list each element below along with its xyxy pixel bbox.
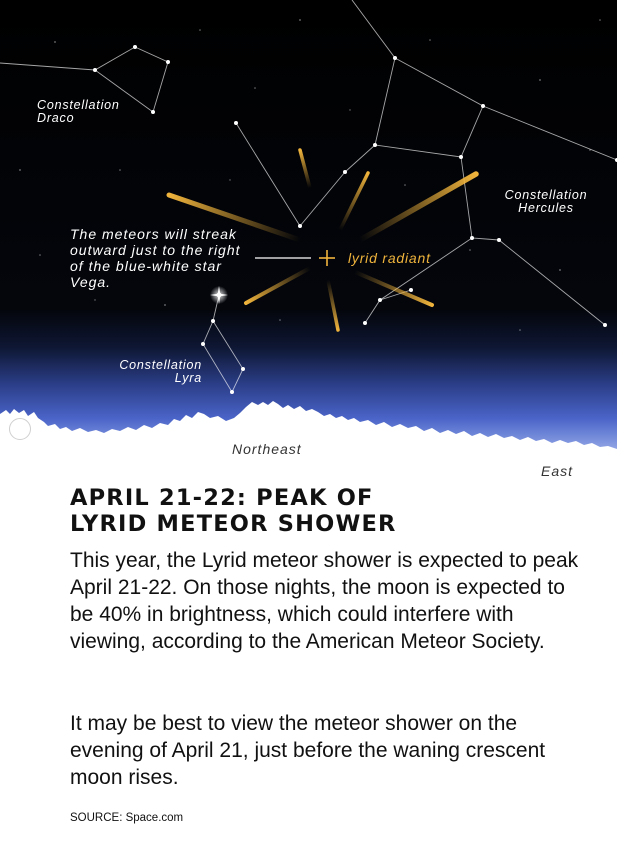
body-paragraph-2: It may be best to view the meteor shower on the evening of April 21, just before the waning crescent moon rises.	[70, 712, 546, 789]
hercules-label-line2: Hercules	[518, 201, 574, 215]
headline	[70, 485, 397, 537]
draco-label-line1: Constellation	[37, 98, 120, 112]
draco-label-line2: Draco	[37, 111, 75, 125]
radiant-label: lyrid radiant	[348, 250, 431, 266]
hercules-label-line1: Constellation	[504, 188, 588, 202]
label-constellation-draco	[37, 99, 120, 125]
label-constellation-lyra	[113, 359, 202, 385]
carousel-control[interactable]	[9, 418, 31, 440]
lyra-label-line1: Constellation	[119, 358, 202, 372]
lyra-label-line2: Lyra	[174, 371, 202, 385]
headline-line2: LYRID METEOR SHOWER	[70, 511, 397, 537]
vega-callout-text: The meteors will streak outward just to the right of the blue-white star Vega.	[70, 226, 241, 290]
direction-northeast: Northeast	[232, 441, 302, 457]
body-paragraph-1: This year, the Lyrid meteor shower is expected to peak April 21-22. On those nights, the moon is expected to be 40% in brightness, which could interfere with viewing, according to the American Meteor Society.	[70, 549, 579, 653]
headline-line1: APRIL 21-22: PEAK OF	[70, 485, 374, 511]
source-credit: SOURCE: Space.com	[70, 812, 184, 824]
direction-east: East	[541, 463, 574, 479]
label-constellation-hercules	[502, 189, 590, 215]
